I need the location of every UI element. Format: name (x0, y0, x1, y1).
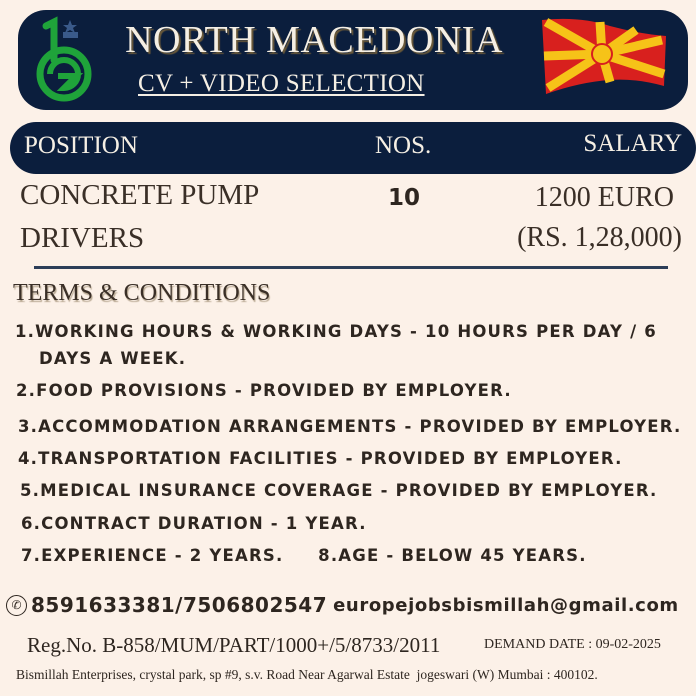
company-address: Bismillah Enterprises, crystal park, sp #9, s.v. Road Near Agarwal Estate jogeswari (W) Mumbai : 400102. (16, 667, 598, 682)
company-logo-icon (28, 16, 98, 104)
position-name-line1: CONCRETE PUMP (20, 179, 260, 211)
position-name-line2: DRIVERS (20, 222, 145, 254)
terms-title: TERMS & CONDITIONS (13, 280, 271, 306)
contact-line (6, 593, 679, 617)
email-link[interactable]: europejobsbismillah@gmail.com (333, 594, 679, 616)
phone-numbers[interactable]: 8591633381/7506802547 (31, 593, 328, 617)
country-title: NORTH MACEDONIA (125, 19, 503, 61)
term-item: DAYS A WEEK. (39, 349, 187, 368)
column-header-nos: NOS. (375, 132, 432, 159)
table-header (10, 122, 696, 174)
term-item: 6.CONTRACT DURATION - 1 YEAR. (21, 514, 367, 533)
positions-count: 10 (388, 185, 421, 211)
north-macedonia-flag-icon (540, 16, 670, 96)
term-item: 7.EXPERIENCE - 2 YEARS. 8.AGE - BELOW 45 YEARS. (21, 546, 587, 565)
term-item: 1.WORKING HOURS & WORKING DAYS - 10 HOURS PER DAY / 6 (15, 322, 657, 341)
salary-inr: (RS. 1,28,000) (517, 222, 682, 253)
term-item: 2.FOOD PROVISIONS - PROVIDED BY EMPLOYER. (16, 381, 512, 400)
phone-icon: ✆ (6, 595, 27, 616)
column-header-position: POSITION (24, 132, 138, 159)
column-header-salary: SALARY (583, 130, 682, 157)
demand-date: DEMAND DATE : 09-02-2025 (484, 637, 661, 652)
selection-subtitle: CV + VIDEO SELECTION (138, 70, 425, 97)
section-divider (34, 266, 668, 269)
term-item: 5.MEDICAL INSURANCE COVERAGE - PROVIDED BY EMPLOYER. (20, 481, 658, 500)
salary-euro: 1200 EURO (534, 182, 674, 213)
term-item: 3.ACCOMMODATION ARRANGEMENTS - PROVIDED BY EMPLOYER. (18, 417, 682, 436)
registration-number: Reg.No. B-858/MUM/PART/1000+/5/8733/2011 (27, 633, 441, 657)
term-item: 4.TRANSPORTATION FACILITIES - PROVIDED BY EMPLOYER. (18, 449, 623, 468)
